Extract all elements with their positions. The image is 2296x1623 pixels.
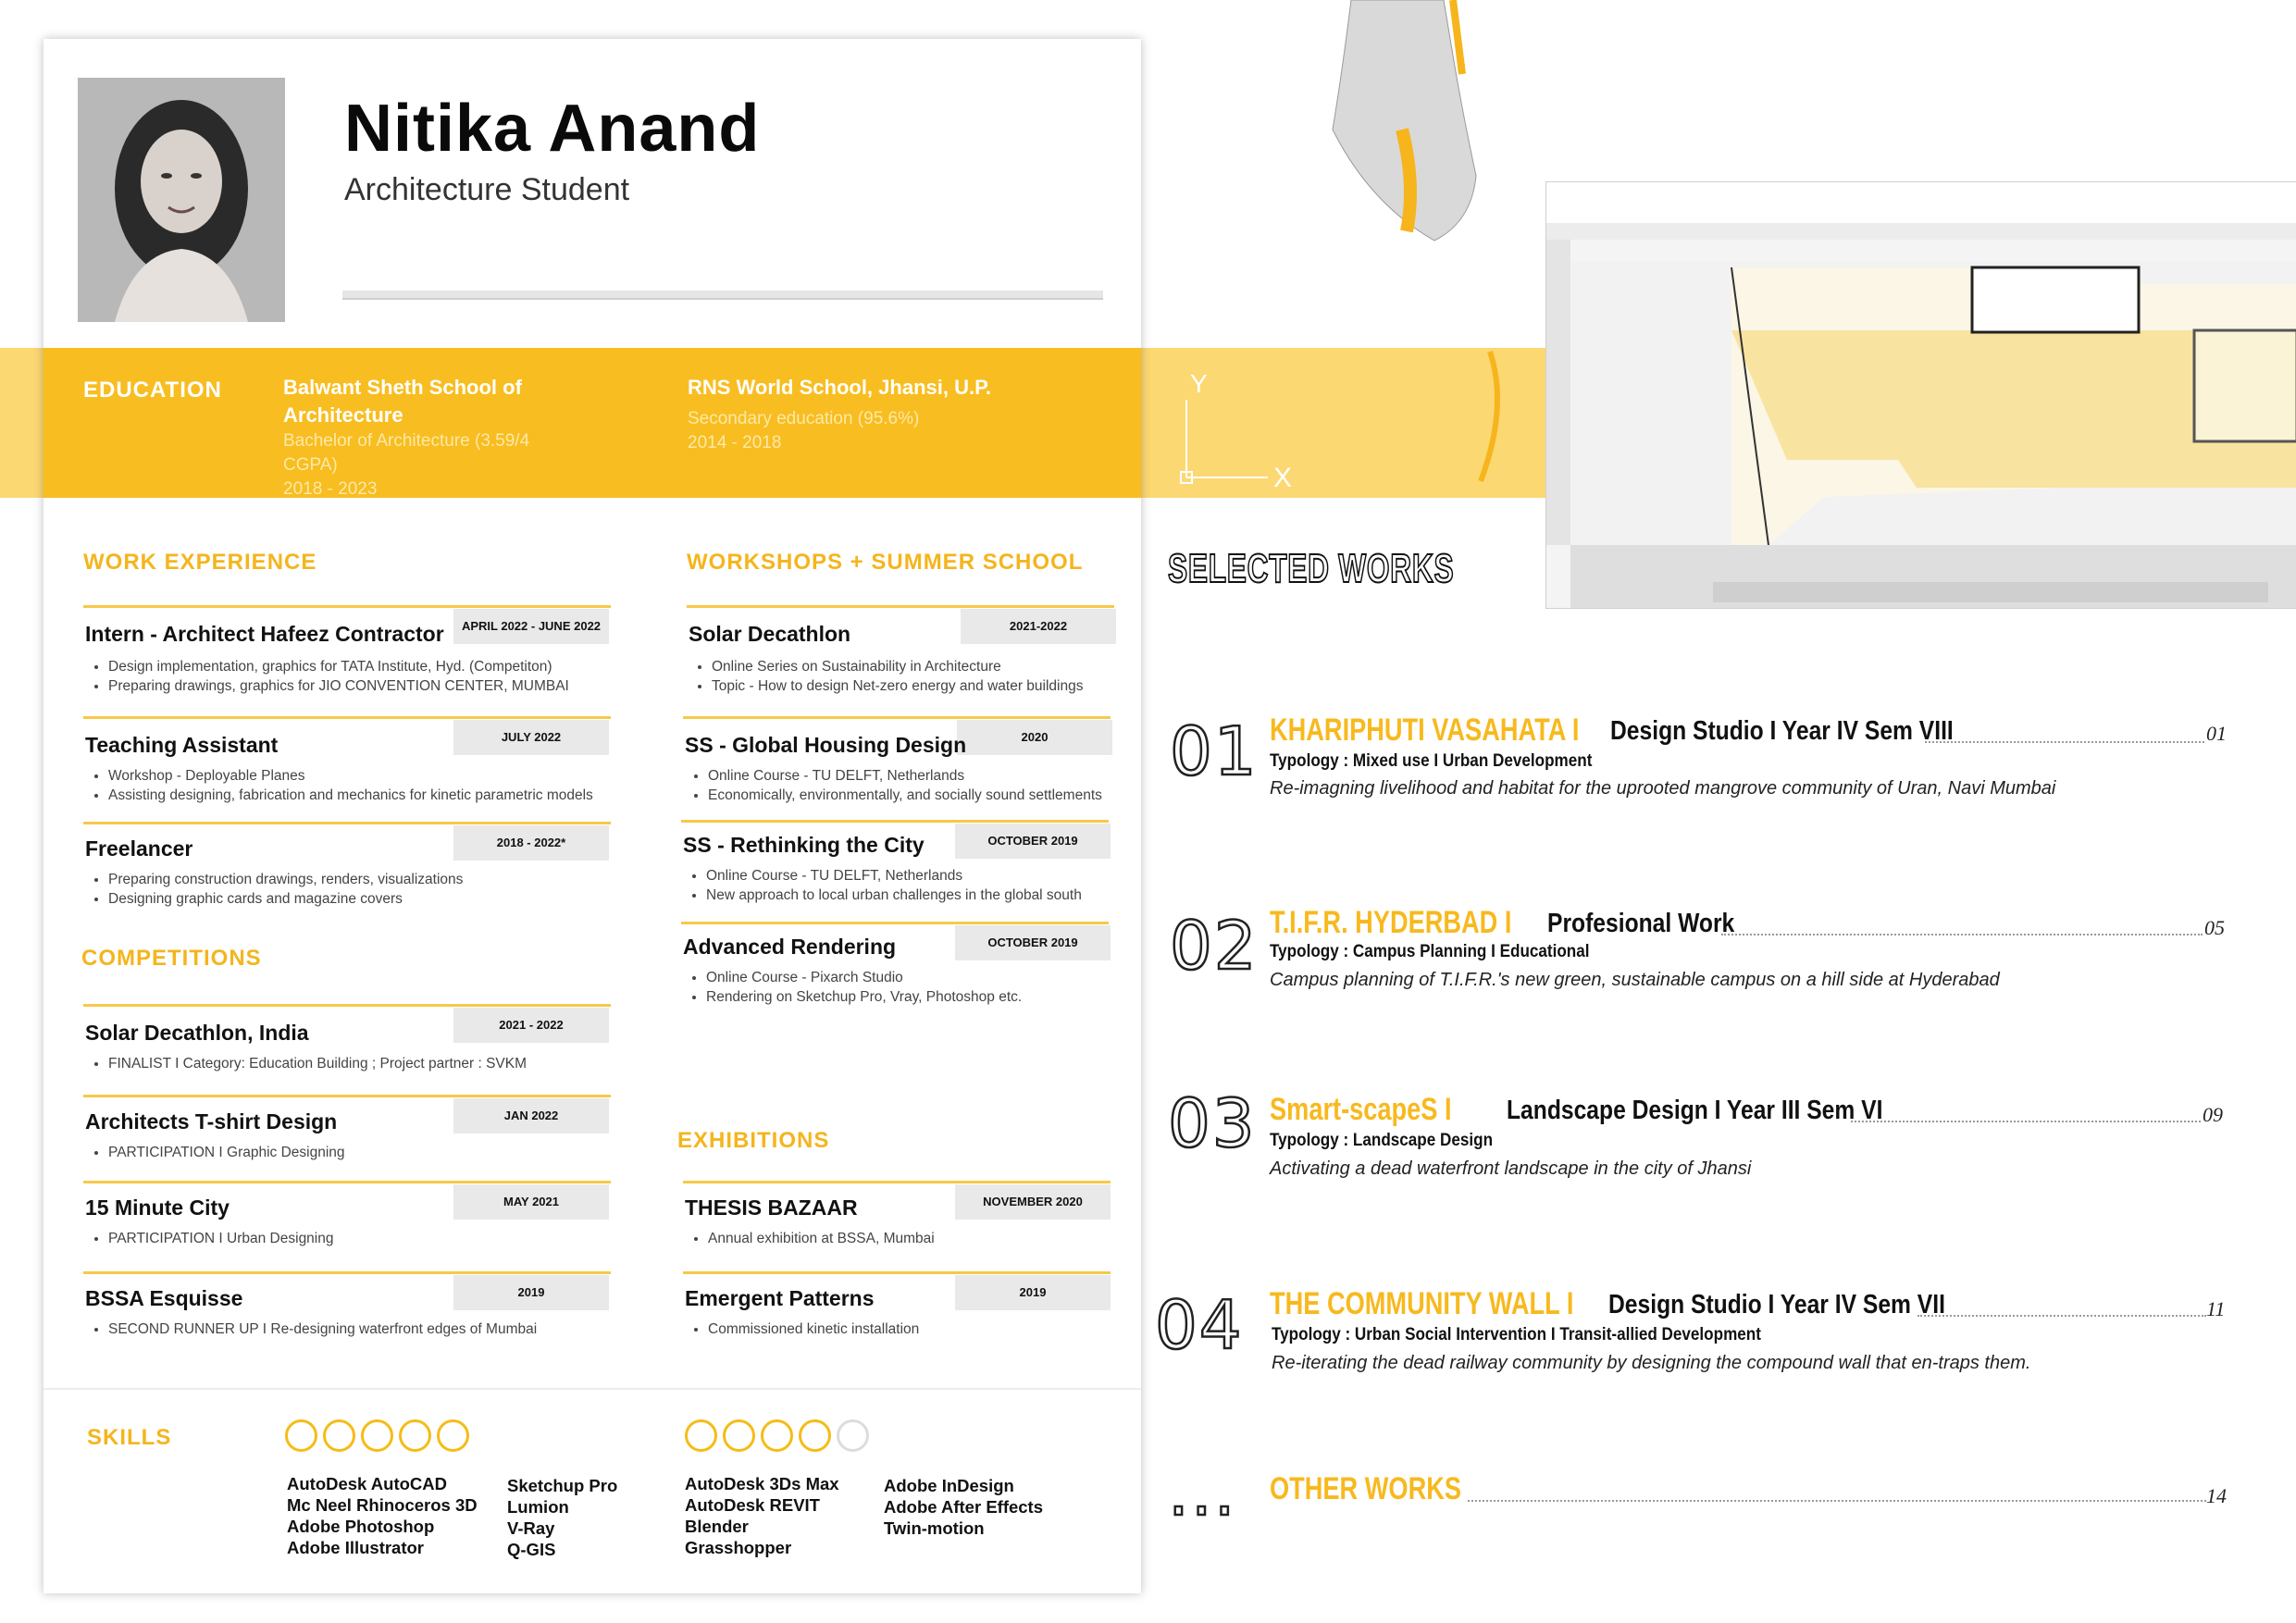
entry-date: OCTOBER 2019 xyxy=(955,925,1111,960)
skill-item: Sketchup Pro xyxy=(507,1476,618,1495)
entry-bullet: • PARTICIPATION I Graphic Designing xyxy=(108,1143,345,1162)
exhibitions-heading: EXHIBITIONS xyxy=(677,1128,830,1153)
page-number: 14 xyxy=(2206,1484,2227,1507)
rating-filled-icon xyxy=(437,1419,469,1452)
years: 2018 - 2023 xyxy=(283,479,378,499)
work-typology: Typology : Landscape Design xyxy=(1270,1131,1494,1150)
degree: Secondary education (95.6%) xyxy=(688,409,920,428)
entry-bullet: • New approach to local urban challenges in the global south xyxy=(706,886,1082,905)
rating-filled-icon xyxy=(799,1419,831,1452)
skill-item: Adobe Photoshop xyxy=(287,1517,435,1536)
skill-item: Lumion xyxy=(507,1497,569,1517)
work-subtitle: Design Studio I Year IV Sem VII xyxy=(1608,1290,1945,1319)
leader-dots xyxy=(1925,740,2204,743)
floor-plan-image xyxy=(1546,182,2296,608)
years: 2014 - 2018 xyxy=(688,433,782,452)
entry-title: Intern - Architect Hafeez Contractor xyxy=(85,622,444,646)
entry-date: 2019 xyxy=(453,1275,609,1310)
work-subtitle: Design Studio I Year IV Sem VIII xyxy=(1610,716,1954,746)
work-subtitle: Profesional Work xyxy=(1547,909,1735,938)
entry-title: Emergent Patterns xyxy=(685,1286,875,1310)
rating-filled-icon xyxy=(399,1419,431,1452)
work-number: 01 xyxy=(1170,712,1259,790)
rating-filled-icon xyxy=(723,1419,755,1452)
work-title: THE COMMUNITY WALL I xyxy=(1270,1286,1574,1321)
work-typology: Typology : Urban Social Intervention I Transit-allied Development xyxy=(1272,1325,1761,1344)
axis-icon xyxy=(1175,363,1314,492)
skill-item: AutoDesk REVIT xyxy=(685,1495,820,1515)
entry-title: Advanced Rendering xyxy=(683,935,897,959)
entry-bullet: • Preparing construction drawings, renders, visualizations xyxy=(108,870,463,889)
skill-item: Adobe InDesign xyxy=(884,1476,1014,1495)
entry-title: SS - Global Housing Design xyxy=(685,733,967,757)
skills-column-4 xyxy=(884,1475,1043,1539)
entry-bullet: • Assisting designing, fabrication and mechanics for kinetic parametric models xyxy=(108,786,593,805)
work-description: Activating a dead waterfront landscape in the city of Jhansi xyxy=(1270,1158,1752,1179)
header-divider xyxy=(342,291,1103,300)
candidate-name: Nitika Anand xyxy=(344,92,761,166)
entry-date: 2021 - 2022 xyxy=(453,1008,609,1043)
leader-dots xyxy=(1721,933,2203,935)
entry-title: Freelancer xyxy=(85,836,193,861)
entry-bullet: • Online Course - Pixarch Studio xyxy=(706,968,1022,987)
leader-dots xyxy=(1468,1499,2206,1502)
hand-sketch-illustration xyxy=(1314,0,1555,500)
candidate-role: Architecture Student xyxy=(344,172,630,207)
skill-item: Twin-motion xyxy=(884,1518,985,1538)
axis-y-label: Y xyxy=(1190,369,1208,398)
skills-column-3 xyxy=(685,1473,839,1558)
skill-item: V-Ray xyxy=(507,1518,555,1538)
skill-rating-group2 xyxy=(685,1419,875,1456)
entry-title: BSSA Esquisse xyxy=(85,1286,243,1310)
skills-divider xyxy=(43,1388,1141,1390)
degree: Bachelor of Architecture (3.59/4 CGPA) xyxy=(283,431,530,475)
skill-item: AutoDesk AutoCAD xyxy=(287,1474,448,1493)
school-name: RNS World School, Jhansi, U.P. xyxy=(688,376,992,399)
entry-date: NOVEMBER 2020 xyxy=(955,1184,1111,1220)
rating-filled-icon xyxy=(323,1419,355,1452)
entry-title: Solar Decathlon xyxy=(689,622,851,646)
entry-bullet: • Preparing drawings, graphics for JIO CONVENTION CENTER, MUMBAI xyxy=(108,676,569,696)
work-title: OTHER WORKS xyxy=(1270,1471,1462,1506)
entry-title: Architects T-shirt Design xyxy=(85,1109,338,1134)
education-heading: EDUCATION xyxy=(83,378,222,403)
entry-date: MAY 2021 xyxy=(453,1184,609,1220)
software-screenshot xyxy=(1545,181,2296,609)
entry-date: 2019 xyxy=(955,1275,1111,1310)
leader-dots xyxy=(1917,1314,2206,1317)
entry-bullet: • Online Course - TU DELFT, Netherlands xyxy=(706,866,1082,886)
skill-item: Adobe After Effects xyxy=(884,1497,1044,1517)
rating-filled-icon xyxy=(361,1419,393,1452)
skills-heading: SKILLS xyxy=(87,1425,172,1450)
entry-bullet: • Commissioned kinetic installation xyxy=(708,1319,919,1339)
work-title: T.I.F.R. HYDERBAD I xyxy=(1270,905,1512,940)
entry-date: 2020 xyxy=(957,720,1112,755)
work-subtitle: Landscape Design I Year III Sem VI xyxy=(1507,1096,1883,1125)
school-name-cont: Architecture xyxy=(283,403,403,427)
entry-bullet: • Online Course - TU DELFT, Netherlands xyxy=(708,766,1102,786)
entry-bullet: • SECOND RUNNER UP I Re-designing waterfront edges of Mumbai xyxy=(108,1319,537,1339)
page-number: 11 xyxy=(2206,1297,2226,1320)
leader-dots xyxy=(1851,1120,2201,1122)
work-number: 02 xyxy=(1170,907,1259,985)
entry-bullet: • Economically, environmentally, and socially sound settlements xyxy=(708,786,1102,805)
entry-date: JAN 2022 xyxy=(453,1098,609,1134)
axis-x-label: X xyxy=(1273,463,1293,492)
competitions-heading: COMPETITIONS xyxy=(81,946,262,971)
work-description: Re-iterating the dead railway community by designing the compound wall that en-traps them. xyxy=(1272,1353,2031,1373)
skill-rating-group1 xyxy=(285,1419,475,1456)
work-description: Campus planning of T.I.F.R.'s new green, sustainable campus on a hill side at Hyderabad xyxy=(1270,970,2000,990)
entry-title: Teaching Assistant xyxy=(85,733,279,757)
rating-empty-icon xyxy=(837,1419,869,1452)
portrait-icon xyxy=(78,78,285,322)
entry-title: THESIS BAZAAR xyxy=(685,1196,858,1220)
profile-photo xyxy=(78,78,285,322)
work-title: Smart-scapeS I xyxy=(1270,1092,1452,1127)
entry-bullet: • FINALIST I Category: Education Building ; Project partner : SVKM xyxy=(108,1054,527,1073)
selected-works-heading: SELECTED WORKS xyxy=(1168,546,1455,591)
entry-date: APRIL 2022 - JUNE 2022 xyxy=(453,609,609,644)
workshops-heading: WORKSHOPS + SUMMER SCHOOL xyxy=(687,550,1084,575)
entry-bullet: • Designing graphic cards and magazine covers xyxy=(108,889,463,909)
work-title: KHARIPHUTI VASAHATA I xyxy=(1270,712,1580,748)
page-number: 01 xyxy=(2206,722,2227,745)
entry-date: 2021-2022 xyxy=(961,609,1116,644)
entry-title: 15 Minute City xyxy=(85,1196,230,1220)
skill-item: Adobe Illustrator xyxy=(287,1538,425,1557)
entry-bullet: • PARTICIPATION I Urban Designing xyxy=(108,1229,334,1248)
entry-bullet: • Design implementation, graphics for TATA Institute, Hyd. (Competiton) xyxy=(108,657,569,676)
skill-item: Mc Neel Rhinoceros 3D xyxy=(287,1495,478,1515)
work-number: 03 xyxy=(1168,1084,1257,1162)
skills-column-1 xyxy=(287,1473,478,1558)
rating-filled-icon xyxy=(761,1419,793,1452)
education-item xyxy=(283,374,579,502)
entry-date: JULY 2022 xyxy=(453,720,609,755)
rating-filled-icon xyxy=(285,1419,317,1452)
work-typology: Typology : Mixed use I Urban Development xyxy=(1270,751,1593,771)
skills-column-2 xyxy=(507,1475,617,1560)
entry-bullet: • Workshop - Deployable Planes xyxy=(108,766,593,786)
skill-item: Q-GIS xyxy=(507,1540,556,1559)
work-number: 04 xyxy=(1155,1286,1244,1364)
work-experience-heading: WORK EXPERIENCE xyxy=(83,550,317,575)
work-description: Re-imagning livelihood and habitat for the uprooted mangrove community of Uran, Navi Mumbai xyxy=(1270,778,2056,799)
page-number: 05 xyxy=(2204,916,2225,939)
education-item xyxy=(688,374,1058,455)
entry-bullet: • Rendering on Sketchup Pro, Vray, Photoshop etc. xyxy=(706,987,1022,1007)
school-name: Balwant Sheth School of xyxy=(283,376,522,399)
work-number: ... xyxy=(1168,1453,1237,1530)
entry-bullet: • Topic - How to design Net-zero energy and water buildings xyxy=(712,676,1084,696)
entry-bullet: • Annual exhibition at BSSA, Mumbai xyxy=(708,1229,935,1248)
work-typology: Typology : Campus Planning I Educational xyxy=(1270,942,1590,961)
skill-item: Grasshopper xyxy=(685,1538,792,1557)
rating-filled-icon xyxy=(685,1419,717,1452)
skill-item: Blender xyxy=(685,1517,749,1536)
entry-title: SS - Rethinking the City xyxy=(683,833,925,857)
page-number: 09 xyxy=(2203,1103,2223,1126)
entry-date: 2018 - 2022* xyxy=(453,825,609,861)
entry-bullet: • Online Series on Sustainability in Architecture xyxy=(712,657,1084,676)
entry-title: Solar Decathlon, India xyxy=(85,1021,309,1045)
entry-date: OCTOBER 2019 xyxy=(955,824,1111,859)
skill-item: AutoDesk 3Ds Max xyxy=(685,1474,839,1493)
